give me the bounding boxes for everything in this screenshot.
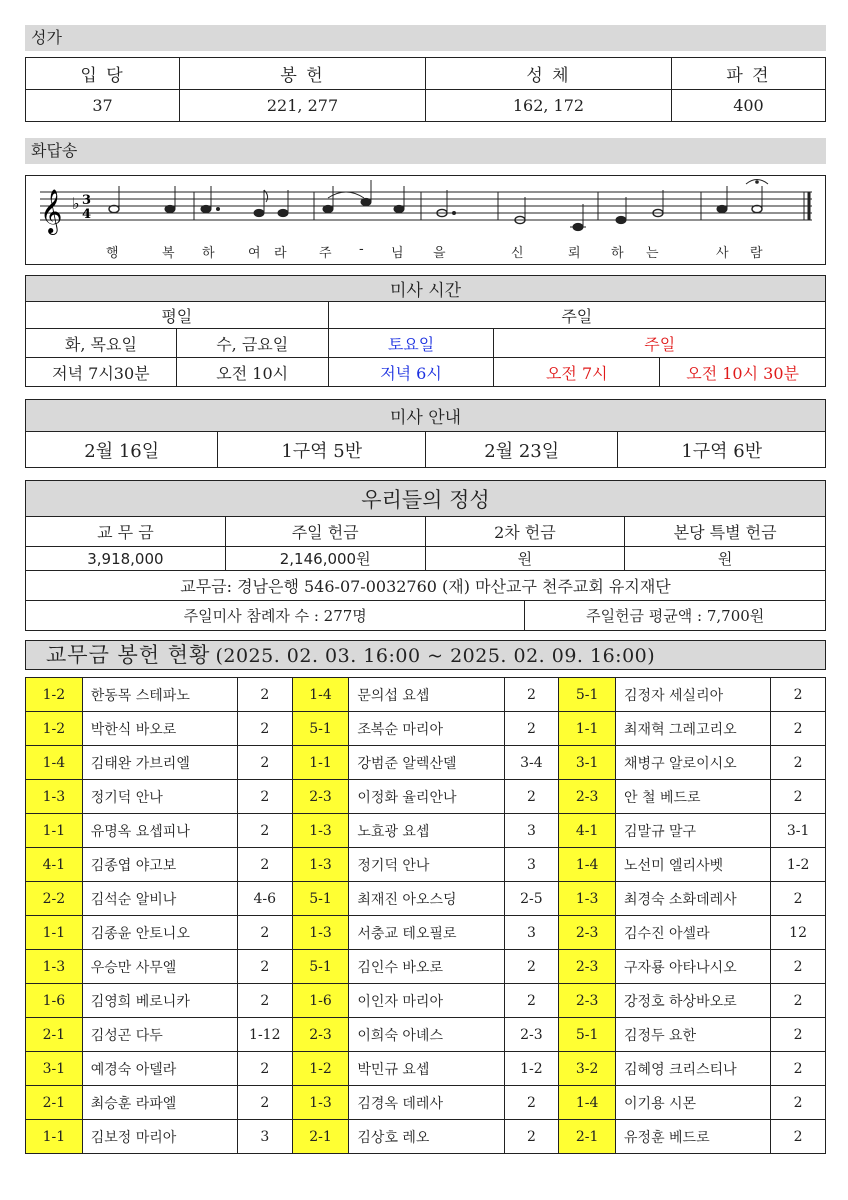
- zone-cell: 2-3: [559, 950, 616, 984]
- zone-cell: 1-4: [559, 1086, 616, 1120]
- choir-header: 파 견: [671, 58, 825, 90]
- donor-name-cell: 김보정 마리아: [82, 1120, 237, 1154]
- mass-guide-title: 미사 안내: [26, 400, 826, 432]
- zone-cell: 2-1: [559, 1120, 616, 1154]
- mass-guide-cell: 1구역 6반: [618, 432, 826, 468]
- offering-header: 2차 헌금: [425, 517, 625, 547]
- donor-name-cell: 채병구 알로이시오: [616, 746, 771, 780]
- zone-cell: 1-1: [26, 916, 83, 950]
- donor-name-cell: 구자룡 아타나시오: [616, 950, 771, 984]
- donor-name-cell: 예경숙 아델라: [82, 1052, 237, 1086]
- donor-name-cell: 노선미 엘리사벳: [616, 848, 771, 882]
- sunday-label: 주일: [328, 302, 825, 329]
- account-info: 교무금: 경남은행 546-07-0032760 (재) 마산교구 천주교회 유지재단: [26, 571, 826, 601]
- zone-cell: 2-1: [292, 1120, 349, 1154]
- donor-name-cell: 정기덕 안나: [82, 780, 237, 814]
- donor-name-cell: 김정두 요한: [616, 1018, 771, 1052]
- offering-header: 주일 헌금: [225, 517, 425, 547]
- zone-cell: 1-4: [26, 746, 83, 780]
- lyric-syllable: 라: [274, 246, 287, 261]
- zone-cell: 1-3: [559, 882, 616, 916]
- zone-cell: 2-3: [559, 984, 616, 1018]
- count-cell: 2: [237, 1052, 292, 1086]
- donor-name-cell: 강범준 알렉산델: [349, 746, 504, 780]
- count-cell: 12: [771, 916, 826, 950]
- donor-name-cell: 김말규 말구: [616, 814, 771, 848]
- zone-cell: 1-3: [292, 848, 349, 882]
- day-label-saturday: 토요일: [328, 329, 494, 358]
- zone-cell: 1-6: [292, 984, 349, 1018]
- lyric-syllable: 신: [511, 246, 524, 261]
- zone-cell: 5-1: [292, 882, 349, 916]
- lyric-syllable: 뢰: [568, 246, 581, 261]
- day-label: 화, 목요일: [26, 329, 177, 358]
- count-cell: 2: [237, 746, 292, 780]
- zone-cell: 1-6: [26, 984, 83, 1018]
- donor-name-cell: 이희숙 아녜스: [349, 1018, 504, 1052]
- offering-value: 원: [425, 547, 625, 571]
- svg-text:4: 4: [82, 207, 92, 222]
- donor-name-cell: 박민규 요셉: [349, 1052, 504, 1086]
- zone-cell: 1-4: [559, 848, 616, 882]
- donation-list-table: [25, 677, 826, 1154]
- donor-name-cell: 조복순 마리아: [349, 712, 504, 746]
- donor-name-cell: 최승훈 라파엘: [82, 1086, 237, 1120]
- zone-cell: 4-1: [559, 814, 616, 848]
- zone-cell: 1-2: [292, 1052, 349, 1086]
- count-cell: 2: [504, 984, 559, 1018]
- offering-table: [25, 480, 826, 631]
- donor-name-cell: 최경숙 소화데레사: [616, 882, 771, 916]
- choir-header: 봉 헌: [180, 58, 426, 90]
- count-cell: 2: [771, 780, 826, 814]
- donor-name-cell: 안 철 베드로: [616, 780, 771, 814]
- count-cell: 2: [504, 1086, 559, 1120]
- zone-cell: 5-1: [292, 712, 349, 746]
- psalm-section-title: 화답송: [25, 138, 826, 164]
- offering-value: 2,146,000원: [225, 547, 425, 571]
- donor-name-cell: 유정훈 베드로: [616, 1120, 771, 1154]
- table-row: [26, 848, 826, 882]
- offering-header: 본당 특별 헌금: [625, 517, 826, 547]
- svg-text:3: 3: [82, 193, 92, 208]
- count-cell: 2: [237, 780, 292, 814]
- count-cell: 2: [504, 712, 559, 746]
- lyric-syllable: 을: [433, 246, 446, 261]
- lyric-syllable: 는: [646, 246, 659, 261]
- zone-cell: 2-3: [559, 780, 616, 814]
- zone-cell: 3-2: [559, 1052, 616, 1086]
- count-cell: 2: [237, 984, 292, 1018]
- count-cell: 3: [504, 916, 559, 950]
- zone-cell: 5-1: [292, 950, 349, 984]
- zone-cell: 2-3: [292, 780, 349, 814]
- count-cell: 2: [771, 1086, 826, 1120]
- table-row: [26, 950, 826, 984]
- table-row: [26, 1018, 826, 1052]
- choir-header: 성 체: [425, 58, 671, 90]
- zone-cell: 3-1: [559, 746, 616, 780]
- offering-value: 원: [625, 547, 826, 571]
- donor-name-cell: 김경옥 데레사: [349, 1086, 504, 1120]
- count-cell: 2: [237, 950, 292, 984]
- offering-title: 우리들의 정성: [26, 481, 826, 517]
- zone-cell: 3-1: [26, 1052, 83, 1086]
- donor-name-cell: 최재진 아오스딩: [349, 882, 504, 916]
- count-cell: 2: [771, 1018, 826, 1052]
- table-row: [26, 1086, 826, 1120]
- zone-cell: 5-1: [559, 1018, 616, 1052]
- count-cell: 1-12: [237, 1018, 292, 1052]
- zone-cell: 1-3: [292, 1086, 349, 1120]
- count-cell: 2: [771, 1120, 826, 1154]
- choir-value: 37: [26, 90, 180, 122]
- mass-time-value: 오전 7시: [494, 358, 660, 387]
- table-row: [26, 678, 826, 712]
- zone-cell: 5-1: [559, 678, 616, 712]
- choir-value: 162, 172: [425, 90, 671, 122]
- donor-name-cell: 강정호 하상바오로: [616, 984, 771, 1018]
- mass-time-value: 오전 10시: [176, 358, 328, 387]
- count-cell: 2: [237, 678, 292, 712]
- count-cell: 2-5: [504, 882, 559, 916]
- table-row: [26, 746, 826, 780]
- count-cell: 2: [771, 882, 826, 916]
- table-row: [26, 1052, 826, 1086]
- donor-name-cell: 유명옥 요셉피나: [82, 814, 237, 848]
- count-cell: 2: [771, 746, 826, 780]
- count-cell: 2: [771, 950, 826, 984]
- count-cell: 2: [771, 1052, 826, 1086]
- attendance-count: 주일미사 참례자 수 : 277명: [26, 601, 525, 631]
- count-cell: 4-6: [237, 882, 292, 916]
- count-cell: 2: [237, 848, 292, 882]
- count-cell: 1-2: [504, 1052, 559, 1086]
- count-cell: 3: [237, 1120, 292, 1154]
- zone-cell: 1-3: [292, 814, 349, 848]
- count-cell: 2-3: [504, 1018, 559, 1052]
- donor-name-cell: 김정자 세실리아: [616, 678, 771, 712]
- donor-name-cell: 김영희 베로니카: [82, 984, 237, 1018]
- zone-cell: 1-1: [26, 814, 83, 848]
- table-row: [26, 984, 826, 1018]
- mass-time-value: 저녁 6시: [328, 358, 494, 387]
- treble-clef-icon: 𝄞: [40, 189, 63, 233]
- lyric-syllable: 님: [391, 246, 404, 261]
- mass-time-title: 미사 시간: [26, 276, 826, 302]
- flat-icon: ♭: [72, 194, 80, 213]
- donor-name-cell: 이정화 율리안나: [349, 780, 504, 814]
- lyric-syllable: 여: [248, 246, 261, 261]
- zone-cell: 1-2: [26, 712, 83, 746]
- donor-name-cell: 정기덕 안나: [349, 848, 504, 882]
- mass-time-table: [25, 275, 826, 387]
- donor-name-cell: 노효광 요셉: [349, 814, 504, 848]
- lyric-syllable: 람: [750, 246, 763, 261]
- count-cell: 2: [504, 678, 559, 712]
- weekday-label: 평일: [26, 302, 329, 329]
- donor-name-cell: 이기용 시몬: [616, 1086, 771, 1120]
- table-row: [26, 712, 826, 746]
- psalm-score: [25, 175, 826, 265]
- mass-guide-table: [25, 399, 826, 468]
- count-cell: 2: [237, 1086, 292, 1120]
- zone-cell: 2-3: [292, 1018, 349, 1052]
- zone-cell: 1-1: [26, 1120, 83, 1154]
- donor-name-cell: 김석순 알비나: [82, 882, 237, 916]
- donor-name-cell: 김태완 가브리엘: [82, 746, 237, 780]
- count-cell: 2: [504, 1120, 559, 1154]
- count-cell: 3: [504, 848, 559, 882]
- offering-value: 3,918,000: [26, 547, 226, 571]
- donor-name-cell: 최재혁 그레고리오: [616, 712, 771, 746]
- day-label-sunday: 주일: [494, 329, 826, 358]
- zone-cell: 4-1: [26, 848, 83, 882]
- offering-header: 교 무 금: [26, 517, 226, 547]
- donor-name-cell: 이인자 마리아: [349, 984, 504, 1018]
- lyric-syllable: 복: [162, 246, 175, 261]
- choir-value: 221, 277: [180, 90, 426, 122]
- zone-cell: 1-3: [26, 950, 83, 984]
- donor-name-cell: 서충교 테오필로: [349, 916, 504, 950]
- offering-average: 주일헌금 평균액 : 7,700원: [525, 601, 826, 631]
- donor-name-cell: 김종엽 야고보: [82, 848, 237, 882]
- count-cell: 2: [504, 780, 559, 814]
- zone-cell: 1-1: [559, 712, 616, 746]
- mass-time-value: 오전 10시 30분: [660, 358, 826, 387]
- table-row: [26, 814, 826, 848]
- mass-guide-cell: 2월 16일: [26, 432, 218, 468]
- donor-name-cell: 김인수 바오로: [349, 950, 504, 984]
- mass-guide-cell: 2월 23일: [425, 432, 617, 468]
- donor-name-cell: 박한식 바오로: [82, 712, 237, 746]
- donor-name-cell: 김수진 아셀라: [616, 916, 771, 950]
- choir-header: 입 당: [26, 58, 180, 90]
- lyric-syllable: -: [359, 242, 364, 257]
- choir-table: [25, 57, 826, 122]
- choir-section-title: 성가: [25, 25, 826, 51]
- day-label: 수, 금요일: [176, 329, 328, 358]
- table-row: [26, 1120, 826, 1154]
- mass-guide-cell: 1구역 5반: [218, 432, 426, 468]
- count-cell: 2: [771, 678, 826, 712]
- donor-name-cell: 김성곤 다두: [82, 1018, 237, 1052]
- count-cell: 2: [237, 916, 292, 950]
- donor-name-cell: 문의섭 요셉: [349, 678, 504, 712]
- lyric-syllable: 하: [202, 246, 215, 261]
- lyric-syllable: 사: [716, 246, 729, 261]
- mass-time-value: 저녁 7시30분: [26, 358, 177, 387]
- zone-cell: 2-3: [559, 916, 616, 950]
- count-cell: 2: [504, 950, 559, 984]
- donor-name-cell: 한동목 스테파노: [82, 678, 237, 712]
- count-cell: 2: [771, 712, 826, 746]
- donor-name-cell: 김상호 레오: [349, 1120, 504, 1154]
- donation-status-title: 교무금 봉헌 현황: [46, 643, 211, 667]
- table-row: [26, 916, 826, 950]
- donation-status-header: [25, 640, 826, 670]
- zone-cell: 1-1: [292, 746, 349, 780]
- donor-name-cell: 김종윤 안토니오: [82, 916, 237, 950]
- count-cell: 1-2: [771, 848, 826, 882]
- lyric-syllable: 주: [319, 246, 332, 261]
- donor-name-cell: 우승만 사무엘: [82, 950, 237, 984]
- count-cell: 2: [237, 712, 292, 746]
- zone-cell: 1-2: [26, 678, 83, 712]
- zone-cell: 2-2: [26, 882, 83, 916]
- zone-cell: 1-4: [292, 678, 349, 712]
- count-cell: 3-1: [771, 814, 826, 848]
- count-cell: 2: [237, 814, 292, 848]
- zone-cell: 1-3: [292, 916, 349, 950]
- table-row: [26, 780, 826, 814]
- donor-name-cell: 김혜영 크리스티나: [616, 1052, 771, 1086]
- choir-value: 400: [671, 90, 825, 122]
- count-cell: 3-4: [504, 746, 559, 780]
- donation-status-period: (2025. 02. 03. 16:00 ~ 2025. 02. 09. 16:00): [215, 645, 656, 667]
- zone-cell: 2-1: [26, 1086, 83, 1120]
- zone-cell: 1-3: [26, 780, 83, 814]
- lyric-syllable: 행: [106, 246, 119, 261]
- lyric-syllable: 하: [611, 246, 624, 261]
- table-row: [26, 882, 826, 916]
- count-cell: 3: [504, 814, 559, 848]
- zone-cell: 2-1: [26, 1018, 83, 1052]
- psalm-lyrics: [26, 242, 824, 260]
- count-cell: 2: [771, 984, 826, 1018]
